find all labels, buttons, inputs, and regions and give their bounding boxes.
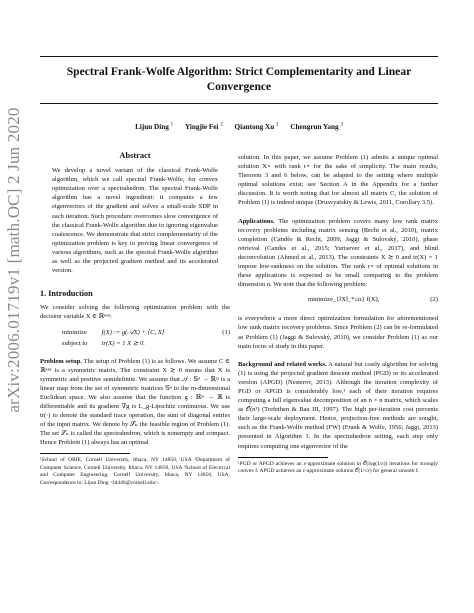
applications-text: The optimization problem covers many low rank matrix recovery problems including matrix sensing (Recht et al., 2010), matrix completion (Candès & Recht, 2009; Jaggi & Sulovský, 2010), phase retrieval (Candes et al., 2015; Yurtsever et al., 2017), and blind deconvolution (Ahmed et al., 2013). The constraints X ⪰ 0 and tr(X) = 1 impose low-rankness on the solution. The rank r⋆ of optimal solutions in these applications is expected to be small comparing to the problem dimension n. We note that the following problem: (238, 217, 438, 289)
title-line-2: Convergence (206, 80, 272, 93)
equation-2-expression: minimize_{‖X‖_*≤α} f(X), (308, 296, 380, 304)
problem-setup-text: The setup of Problem (1) is as follows. We assume C ∈ ℝⁿˣⁿ is a symmetric matrix. The constraint X ⪰ 0 means that X is symmetric and positive semidefinite. We assume that 𝒜 : 𝕊ⁿ → ℝᵐ is a linear map from the set of symmetric matrices 𝕊ⁿ to the m-dimensional Euclidean space. We also assume that the function g : ℝᵐ → ℝ is differentiable and its gradient ∇g is L_g-Lipschitz continuous. We use tr(·) to denote the standard trace operation, the sum of diagonal entries of the input matrix. We denote by 𝒮ₙ the feasible region of Problem (1). The set 𝒮ₙ is called the spectrahedron, which is nonempty and compact. Hence Problem (1) always has an optimal (40, 357, 230, 447)
equation-1-constraint-line (62, 339, 145, 348)
author-name: Chengrun Yang (290, 123, 339, 132)
author-name: Qiantong Xu (234, 123, 275, 132)
intro-heading: 1. Introduction (40, 289, 93, 299)
affiliation-mark: 3 (340, 123, 343, 128)
background-text: A natural but costly algorithm for solving (1) is using the projected gradient descent method (PGD) or its accelerated version (APGD) (Nesterov, 2013). Although the iteration complexity of PGD or APGD is considerably low,¹ each of their iteration requires computing a full eigenvalue decomposition of an n × n matrix, which scales as 𝒪(n³) (Trefethen & Bau III, 1997). The high per-iteration cost prevents their large-scale deployment. Hence, projection-free methods are sought, such as the Frank-Wolfe method (FW) (Frank & Wolfe, 1956; Jaggi, 2013) presented in Algorithm 1. In the spectrahedron setting, each step only requires computing one eigenvector of the (238, 360, 438, 450)
intro-paragraph: We consider solving the following optimization problem with the decision variable X ∈ ℝⁿˣⁿ: (40, 304, 230, 321)
constraint-expression: tr(X) = 1 X ⪰ 0. (101, 339, 145, 347)
background-paragraph (238, 360, 438, 451)
formulation-paragraph: is everywhere a more direct optimization formulation for aforementioned low rank matrix recovery problems. Since Problem (2) can be re-formulated as Problem (1) (Jaggi & Sulovský, 2010), we consider Problem (1) as our main focus of study in this paper. (238, 315, 438, 350)
equation-1-objective-line (62, 328, 164, 337)
complexity-footnote: ¹PGD or APGD achieves an ε-approximate solution in 𝒪(log(1/ε)) iterations for strongly convex f. APGD achieves an ε-approximate solution 𝒪(1/√ε) for general smooth f. (238, 460, 438, 475)
affiliation-mark: 2 (276, 123, 279, 128)
affiliation-mark: 1 (170, 123, 174, 128)
title-rule-top (40, 56, 438, 57)
applications-heading: Applications. (238, 217, 275, 225)
author-name: Yingjie Fei (184, 123, 219, 132)
author (235, 123, 279, 131)
abstract-heading: Abstract (119, 151, 151, 160)
affiliation-footnote: ¹School of ORIE, Cornell University, Ithaca, NY 14850, USA ²Department of Computer Science, Cornell University, Ithaca, NY 14850, USA ³School of Electrical and Computer Engineering, Cornell University, Ithaca, NY 14850, USA. Correspondence to: Lijun Ding <ld446@cornell.edu>. (40, 457, 230, 486)
abstract-text: We develop a novel variant of the classical Frank-Wolfe algorithm, which we call spectral Frank-Wolfe, for convex optimization over a spectrahedron. The spectral Frank-Wolfe algorithm has a novel ingredient: it computes a few eigenvectors of the gradient and solves a small-scale SDP in each iteration. Such procedure overcomes slow convergence of the classical Frank-Wolfe algorithm due to ignoring eigenvalue coalescence. We demonstrate that strict complementarity of the optimization problem is key to proving linear convergence of various algorithms, such as the spectral Frank-Wolfe algorithm as well as the projected gradient method and its accelerated version. (52, 167, 218, 275)
author (135, 123, 173, 131)
equation-2-number: (2) (430, 296, 438, 304)
arxiv-identifier (3, 107, 25, 413)
footnote-rule (40, 453, 130, 454)
problem-setup-heading: Problem setup. (40, 357, 82, 365)
problem-setup-paragraph (40, 357, 230, 448)
title-line-1: Spectral Frank-Wolfe Algorithm: Strict Complementarity and Linear (66, 65, 412, 78)
title-rule-bottom (40, 103, 438, 104)
footnote-rule-right (238, 457, 328, 458)
paper-title (40, 64, 438, 94)
applications-paragraph (238, 217, 438, 290)
left-column (40, 151, 230, 487)
objective-expression: f(X) := g(𝒜X) + ⟨C, X⟩ (101, 328, 165, 336)
author-name: Lijun Ding (135, 123, 169, 132)
author-list (40, 123, 438, 131)
subject-to-label: subject to (62, 339, 88, 347)
background-heading: Background and related works. (238, 360, 327, 368)
minimize-label: minimize (62, 328, 87, 336)
solution-paragraph: solution. In this paper, we assume Problem (1) admits a unique optimal solution X⋆ with rank r⋆ for the sake of simplicity. The main results, Theorem 3 and 6 below, can be adapted to the setting where multiple optimal solutions exist; see Section A in the Appendix for a further discussion. It is worth noting that for almost all matrix C, the solution of Problem (1) is indeed unique (Drusvyatskiy & Lewis, 2011, Corollary 3.5). (238, 154, 438, 207)
right-column (238, 153, 438, 475)
equation-2 (238, 295, 438, 307)
author (290, 123, 343, 131)
author (185, 123, 223, 131)
equation-1 (40, 328, 230, 350)
equation-1-number: (1) (222, 328, 230, 336)
affiliation-mark: 2 (220, 123, 223, 128)
arxiv-identifier-text: arXiv:2006.01719v1 [math.OC] 2 Jun 2020 (4, 107, 23, 413)
